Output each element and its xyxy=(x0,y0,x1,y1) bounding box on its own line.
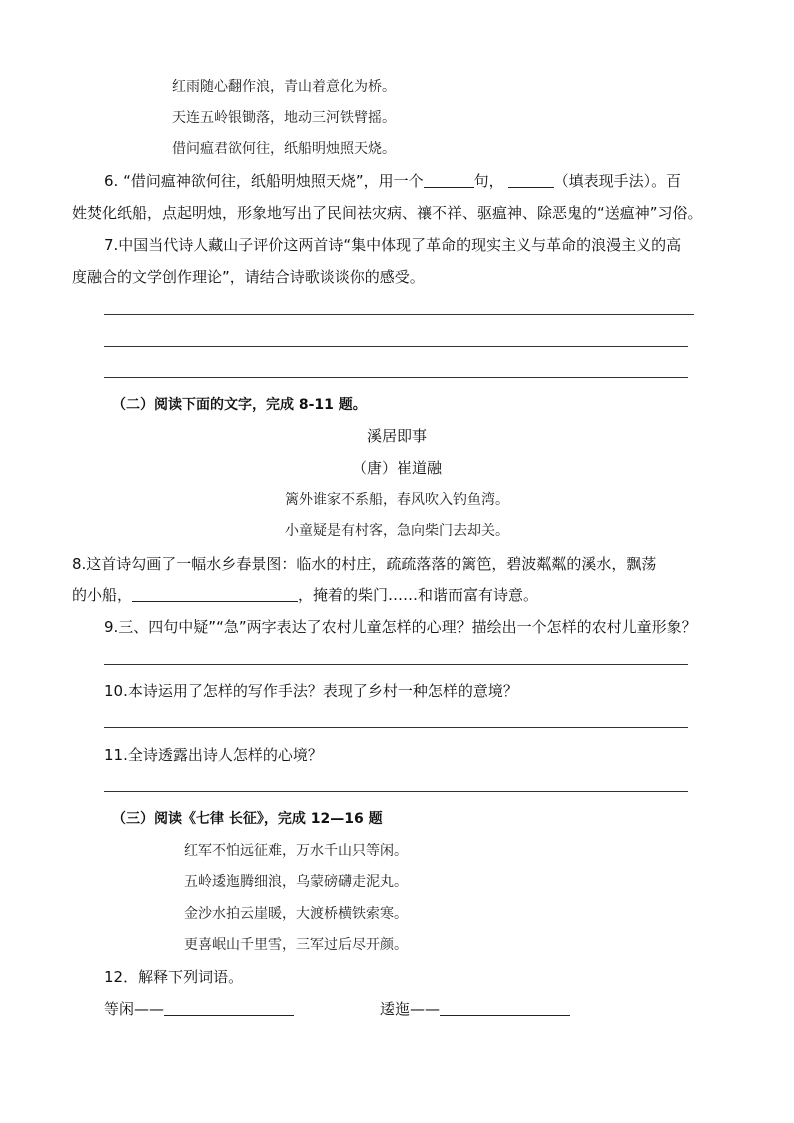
answer-blank[interactable] xyxy=(440,1001,570,1016)
question-8-line xyxy=(72,584,538,605)
answer-line[interactable] xyxy=(104,664,688,665)
term-item xyxy=(380,998,570,1019)
question-6 xyxy=(104,170,681,191)
poem-line: 五岭逶迤腾细浪，乌蒙磅礴走泥丸。 xyxy=(184,874,408,890)
question-8-text: 的小船， xyxy=(72,586,133,604)
question-7-line: 度融合的文学创作理论”，请结合诗歌谈谈你的感受。 xyxy=(72,268,425,286)
answer-blank[interactable] xyxy=(164,1001,294,1016)
poem-line: 红军不怕远征难，万水千山只等闲。 xyxy=(184,843,408,859)
question-8-text: ，掩着的柴门……和谐而富有诗意。 xyxy=(298,586,539,604)
question-9: 9.三、四句中疑”“急”两字表达了农村儿童怎样的心理？描绘出一个怎样的农村儿童形象？ xyxy=(104,618,697,636)
answer-line[interactable] xyxy=(104,727,688,728)
answer-line[interactable] xyxy=(104,314,694,315)
poem-line: 篱外谁家不系船，春风吹入钓鱼湾。 xyxy=(285,492,509,508)
question-11: 11.全诗透露出诗人怎样的心境？ xyxy=(104,746,323,764)
answer-line[interactable] xyxy=(104,791,688,792)
poem-author: （唐）崔道融 xyxy=(351,459,442,477)
question-12: 12．解释下列词语。 xyxy=(104,968,244,986)
term-label: 逶迤—— xyxy=(380,1000,441,1018)
question-6-text: 6. “借问瘟神欲何往，纸船明烛照天烧”，用一个 xyxy=(104,172,424,190)
section-heading: （二）阅读下面的文字，完成 8-11 题。 xyxy=(112,397,367,413)
poem-line: 更喜岷山千里雪，三军过后尽开颜。 xyxy=(184,937,408,953)
answer-blank[interactable] xyxy=(508,173,554,188)
answer-line[interactable] xyxy=(104,377,688,378)
section-heading: （三）阅读《七律 长征》，完成 12—16 题 xyxy=(112,811,383,827)
question-6-text: （填表现手法）。百 xyxy=(553,172,682,190)
term-item xyxy=(104,998,294,1019)
question-6-line: 姓焚化纸船，点起明烛，形象地写出了民间祛灾病、禳不祥、驱瘟神、除恶鬼的“送瘟神”习俗。 xyxy=(72,204,703,222)
poem-line: 借问瘟君欲何往，纸船明烛照天烧。 xyxy=(172,141,396,157)
answer-line[interactable] xyxy=(104,346,688,347)
question-8: 8.这首诗勾画了一幅水乡春景图：临水的村庄，疏疏落落的篱笆，碧波粼粼的溪水，飘荡 xyxy=(72,555,657,573)
poem-line: 金沙水拍云崖暖，大渡桥横铁索寒。 xyxy=(184,906,408,922)
term-label: 等闲—— xyxy=(104,1000,165,1018)
question-7: 7.中国当代诗人藏山子评价这两首诗“集中体现了革命的现实主义与革命的浪漫主义的高 xyxy=(104,236,682,254)
poem-line: 红雨随心翻作浪，青山着意化为桥。 xyxy=(172,79,396,95)
question-6-text: 句， xyxy=(473,172,504,190)
poem-line: 小童疑是有村客，急向柴门去却关。 xyxy=(285,523,509,539)
poem-line: 天连五岭银锄落，地动三河铁臂摇。 xyxy=(172,110,396,126)
answer-blank[interactable] xyxy=(424,173,474,188)
answer-blank[interactable] xyxy=(132,587,298,602)
poem-title: 溪居即事 xyxy=(366,427,427,445)
question-10: 10.本诗运用了怎样的写作手法？表现了乡村一种怎样的意境？ xyxy=(104,682,518,700)
